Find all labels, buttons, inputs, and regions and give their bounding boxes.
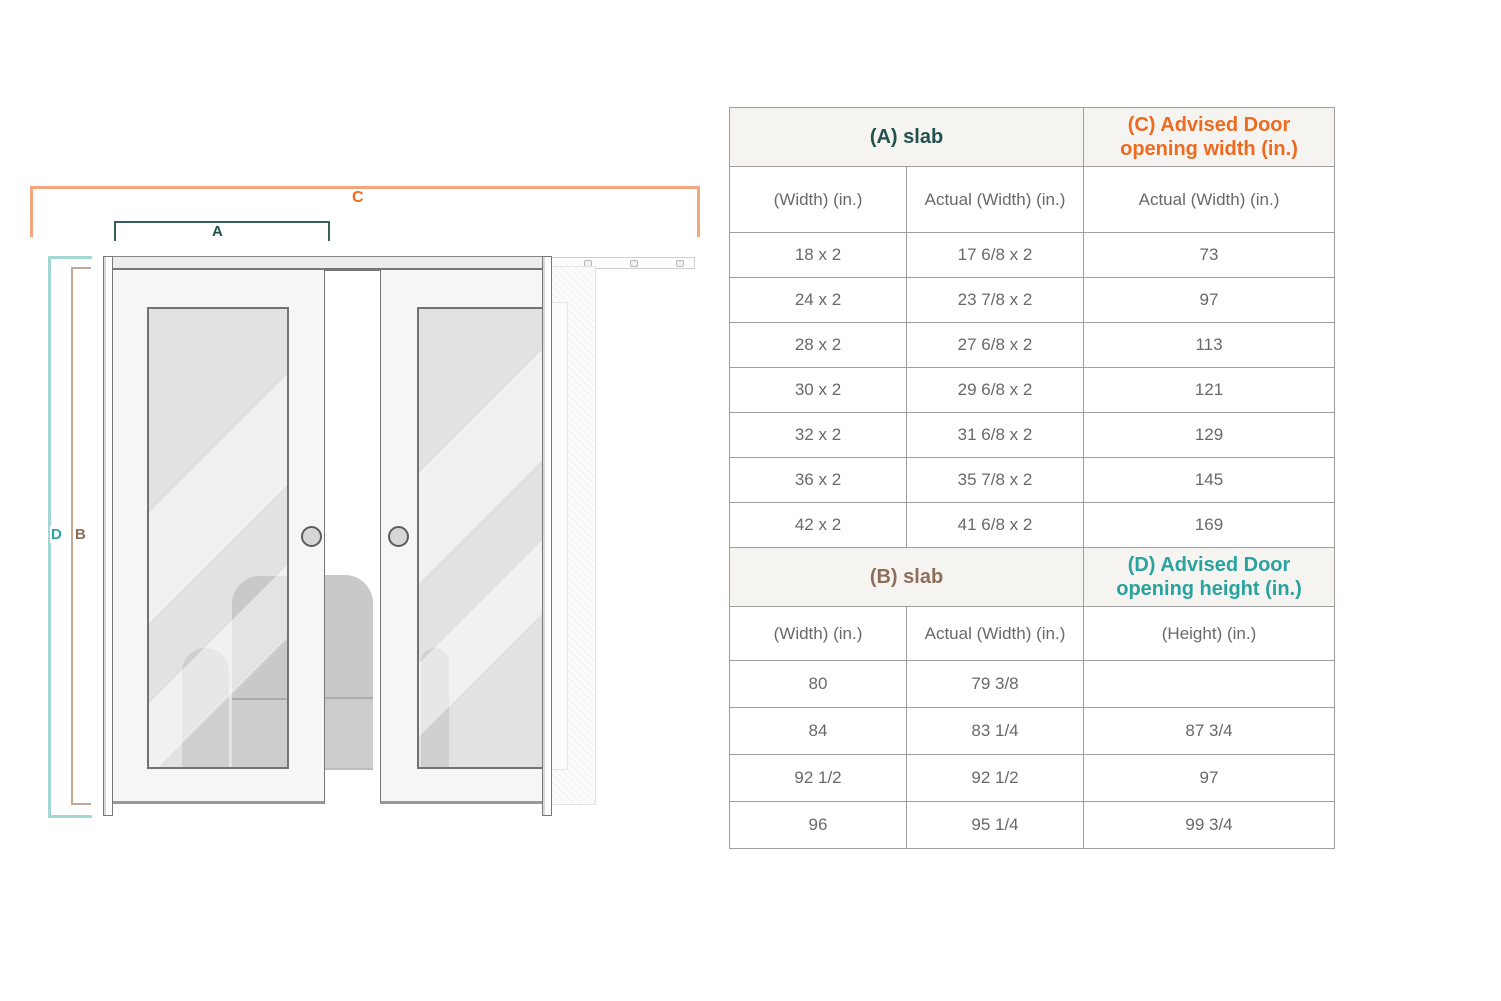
- cell-width: 96: [730, 802, 907, 849]
- right-door-jamb: [542, 256, 552, 816]
- section-a-title: (A) slab: [730, 108, 1084, 167]
- column-header: (Width) (in.): [730, 607, 907, 661]
- cell-advised: 87 3/4: [1084, 708, 1335, 755]
- cell-actual-width: 31 6/8 x 2: [907, 413, 1084, 458]
- table-row: [730, 458, 1335, 503]
- cell-advised: 121: [1084, 368, 1335, 413]
- cell-width: 32 x 2: [730, 413, 907, 458]
- cell-advised: 169: [1084, 503, 1335, 548]
- left-door-slab: [111, 269, 325, 804]
- dimension-label-b: B: [75, 526, 86, 543]
- cell-actual-width: 27 6/8 x 2: [907, 323, 1084, 368]
- pocket-panel-inner: [551, 302, 568, 770]
- cell-width: 42 x 2: [730, 503, 907, 548]
- table-row: [730, 755, 1335, 802]
- cell-advised: 97: [1084, 755, 1335, 802]
- left-door-knob-icon: [301, 526, 322, 547]
- cell-actual-width: 79 3/8: [907, 661, 1084, 708]
- dimension-label-d: D: [51, 526, 62, 543]
- cell-actual-width: 41 6/8 x 2: [907, 503, 1084, 548]
- table-row: [730, 413, 1335, 458]
- door-size-table: [729, 107, 1335, 849]
- cell-advised: 129: [1084, 413, 1335, 458]
- section-d-title: (D) Advised Door opening height (in.): [1084, 548, 1335, 607]
- column-header: Actual (Width) (in.): [907, 167, 1084, 233]
- cell-width: 92 1/2: [730, 755, 907, 802]
- dimension-label-a: A: [212, 223, 223, 240]
- column-header: Actual (Width) (in.): [1084, 167, 1335, 233]
- cell-actual-width: 95 1/4: [907, 802, 1084, 849]
- armchair-base-through-glass: [232, 698, 289, 769]
- right-door-glass: [417, 307, 546, 769]
- cell-actual-width: 92 1/2: [907, 755, 1084, 802]
- track-hole-icon: [630, 260, 638, 267]
- table-row: [730, 661, 1335, 708]
- cell-actual-width: 83 1/4: [907, 708, 1084, 755]
- cell-advised: 73: [1084, 233, 1335, 278]
- cell-advised: 113: [1084, 323, 1335, 368]
- section-b-column-header-row: [730, 607, 1335, 661]
- cell-width: 36 x 2: [730, 458, 907, 503]
- cell-advised: 99 3/4: [1084, 802, 1335, 849]
- section-b-header-row: [730, 548, 1335, 607]
- cell-width: 30 x 2: [730, 368, 907, 413]
- table-row: [730, 323, 1335, 368]
- column-header: (Width) (in.): [730, 167, 907, 233]
- dimension-label-c: C: [352, 189, 364, 206]
- cell-width: 28 x 2: [730, 323, 907, 368]
- cell-advised: [1084, 661, 1335, 708]
- section-a-header-row: [730, 108, 1335, 167]
- cell-width: 80: [730, 661, 907, 708]
- table-row: [730, 503, 1335, 548]
- cell-actual-width: 35 7/8 x 2: [907, 458, 1084, 503]
- table-row: [730, 278, 1335, 323]
- cell-advised: 145: [1084, 458, 1335, 503]
- section-a-column-header-row: [730, 167, 1335, 233]
- track-hole-icon: [676, 260, 684, 267]
- section-b-title: (B) slab: [730, 548, 1084, 607]
- table-row: [730, 708, 1335, 755]
- right-door-knob-icon: [388, 526, 409, 547]
- cell-actual-width: 17 6/8 x 2: [907, 233, 1084, 278]
- cell-width: 18 x 2: [730, 233, 907, 278]
- cell-advised: 97: [1084, 278, 1335, 323]
- column-header: Actual (Width) (in.): [907, 607, 1084, 661]
- table-row: [730, 368, 1335, 413]
- left-door-jamb: [103, 256, 113, 816]
- cell-width: 84: [730, 708, 907, 755]
- left-door-glass: [147, 307, 289, 769]
- cell-width: 24 x 2: [730, 278, 907, 323]
- table-row: [730, 233, 1335, 278]
- cell-actual-width: 23 7/8 x 2: [907, 278, 1084, 323]
- cell-actual-width: 29 6/8 x 2: [907, 368, 1084, 413]
- column-header: (Height) (in.): [1084, 607, 1335, 661]
- section-c-title: (C) Advised Door opening width (in.): [1084, 108, 1335, 167]
- table-row: [730, 802, 1335, 849]
